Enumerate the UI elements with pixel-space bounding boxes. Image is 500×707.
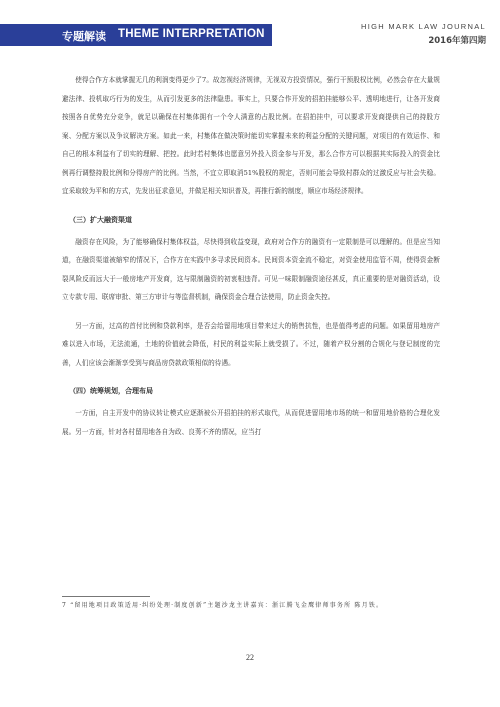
journal-name: HIGH MARK LAW JOURNAL xyxy=(361,22,486,31)
section-title-zh: 专题解读 xyxy=(62,30,106,43)
journal-masthead xyxy=(326,22,486,46)
page-number: 22 xyxy=(246,653,254,662)
paragraph-1: 使得合作方本就掌握无几的利润变得更少了7。故忽视经济规律，无视双方投资情况，强行干预股权比例，必然会存在大量规避法律、投机取巧行为的发生，从而引发更多的法律隐患。事实上，只要合作开发的招拍挂能够公平、透明地进行，让各开发商按照各自优势充分竞争，就足以确保在村集体拥有一个令人满意的占股比例。在招拍挂中，可以要求开发商提供自己的持股方案、分配方案以及争议解决方案。如此一来，村集体在做决策时能切实掌握未来的利益分配的关键问题，对项目的有效运作、和自己的根本利益有了切实的理解、把控。此时若村集体也愿意另外投入资金参与开发，那么合作方可以根据其实际投入的资金比例再行调整持股比例和分得房产的比例。当然，不宜立即取消51%股权的规定，否则可能会导致村群众的过激反应与社会失稳。宜采取较为平和的方式，先发出征求意见，并做足相关知识普及，再推行新的制度，顺应市场经济规律。 xyxy=(62,76,440,195)
section-title-en: THEME INTERPRETATION xyxy=(118,28,265,40)
paragraph-3: 另一方面，过高的首付比例和贷款利率，是否会给留用地项目带来过大的销售抗性，也是值得考虑的问题。如果留用地房产难以进入市场，无法流通，土地的价值就会降低，村民的利益实际上就受损了。不过，随着产权分割的合规化与登记制度的完善，人们应该会渐渐享受到与商品房贷款政策相似的待遇。 xyxy=(62,321,440,367)
section-heading-3: （三）扩大融资渠道 xyxy=(69,215,132,224)
section-header-bar xyxy=(0,24,272,46)
section-heading-4: （四）统筹规划，合理布局 xyxy=(69,387,153,395)
article-body xyxy=(62,71,440,451)
paragraph-2: 融资存在风险，为了能够确保村集体权益，尽快得到收益变现，政府对合作方的融资有一定限制是可以理解的。但是应当知道，在融资渠道被缩窄的情况下，合作方在实践中多寻求民间资本。民间资本资金流不稳定，对资金使用监管不周，使得资金断裂风险反而远大于一般房地产开发商，这与限制融资的初衷相违背。可见一味限制融资途径甚反，真正重要的是对融资活动，设立专款专用、联席审批、第三方审计与等监督机制，确保资金合理合法使用，防止资金失控。 xyxy=(62,237,440,301)
footnote: 7 “留用地项目政策适用·纠纷处理·制度创新”主题沙龙主讲嘉宾：浙江腾飞金鹰律师事务所 陈月铁。 xyxy=(62,602,384,609)
footnote-divider xyxy=(62,596,150,597)
paragraph-4: 一方面，自主开发中的协议转让模式应逐渐被公开招拍挂的形式取代，从而促进留用地市场的统一和留用地价格的合理化发展。另一方面，针对各村留用地各自为政、良莠不齐的情况，应当打 xyxy=(62,409,440,436)
journal-issue: 2016年第四期 xyxy=(428,36,486,46)
